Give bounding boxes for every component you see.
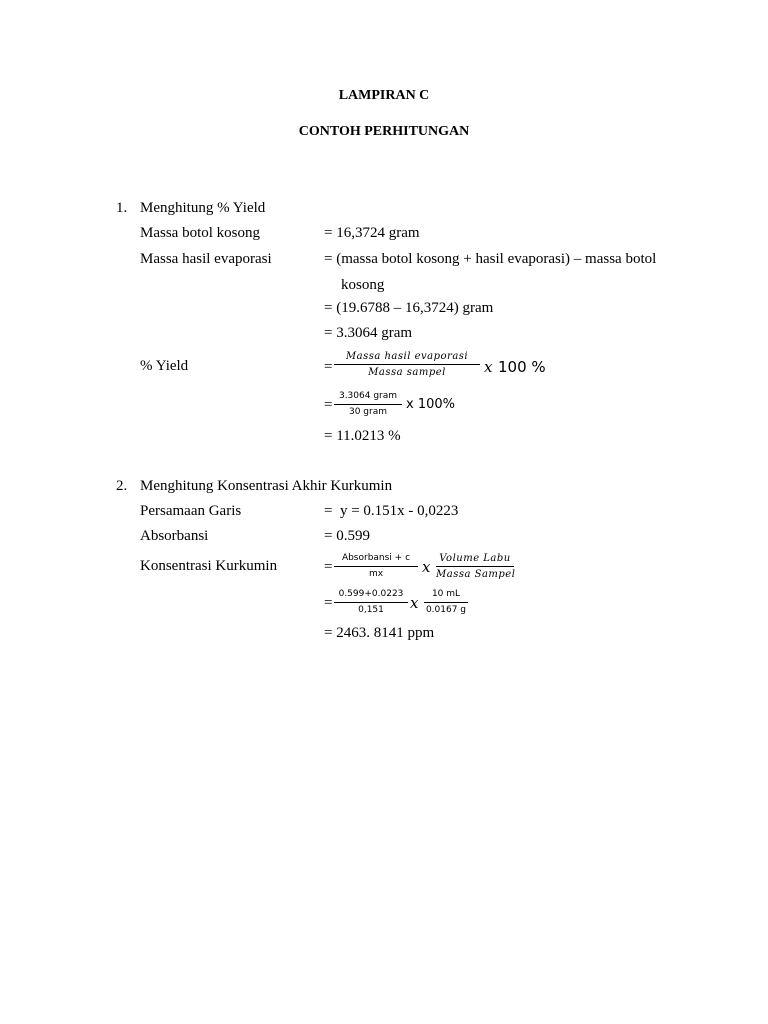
section2-number: 2. bbox=[116, 478, 128, 494]
konsentrasi-substitution-numerator-1: 0.599+0.0223 bbox=[338, 589, 404, 599]
konsentrasi-label: Konsentrasi Kurkumin bbox=[140, 558, 278, 574]
yield-formula-fraction bbox=[334, 350, 480, 379]
fraction-bar bbox=[436, 566, 514, 567]
konsentrasi-substitution-numerator-2: 10 mL bbox=[431, 589, 461, 599]
row-label-massa-hasil-evaporasi: Massa hasil evaporasi bbox=[140, 251, 272, 267]
konsentrasi-sub-equals: = bbox=[324, 595, 333, 611]
yield-substitution-denominator: 30 gram bbox=[348, 407, 387, 417]
row-label-massa-botol-kosong: Massa botol kosong bbox=[140, 225, 260, 241]
fraction-bar bbox=[424, 602, 468, 603]
row-value-continuation: kosong bbox=[341, 277, 385, 293]
yield-formula-times: x bbox=[484, 358, 493, 376]
yield-formula-percent: 100 % bbox=[498, 358, 546, 376]
yield-equals: = bbox=[324, 359, 333, 375]
fraction-bar bbox=[334, 602, 408, 603]
konsentrasi-numerator-1: Absorbansi + c bbox=[341, 553, 411, 563]
fraction-bar bbox=[334, 364, 480, 365]
konsentrasi-denominator-2: Massa Sampel bbox=[436, 569, 516, 580]
konsentrasi-substitution-denominator-2: 0.0167 g bbox=[425, 605, 467, 615]
yield-substitution-numerator: 3.3064 gram bbox=[338, 391, 398, 401]
fraction-bar bbox=[334, 404, 402, 405]
row-value-evaporation-mass: = 3.3064 gram bbox=[324, 325, 413, 341]
yield-formula-numerator: Massa hasil evaporasi bbox=[345, 351, 469, 362]
konsentrasi-denominator-1: mx bbox=[368, 569, 384, 579]
row-label-persamaan-garis: Persamaan Garis bbox=[140, 503, 242, 519]
konsentrasi-numerator-2: Volume Labu bbox=[439, 553, 511, 564]
page-subtitle: CONTOH PERHITUNGAN bbox=[298, 124, 470, 139]
row-value-absorbansi: = 0.599 bbox=[324, 528, 370, 544]
row-label-absorbansi: Absorbansi bbox=[140, 528, 209, 544]
konsentrasi-substitution-denominator-1: 0,151 bbox=[358, 605, 384, 615]
yield-sub-equals: = bbox=[324, 397, 333, 413]
row-value-massa-hasil-evaporasi: = (massa botol kosong + hasil evaporasi) – massa botol bbox=[324, 251, 657, 267]
konsentrasi-substitution-times: x bbox=[410, 594, 419, 612]
row-value-persamaan-garis: = y = 0.151x - 0,0223 bbox=[324, 503, 459, 519]
yield-formula-denominator: Massa sampel bbox=[368, 367, 446, 378]
konsentrasi-substitution-fraction-1 bbox=[334, 588, 408, 617]
yield-label: % Yield bbox=[140, 358, 189, 374]
yield-result: = 11.0213 % bbox=[324, 428, 401, 444]
row-value-subtraction: = (19.6788 – 16,3724) gram bbox=[324, 300, 494, 316]
page-title: LAMPIRAN C bbox=[338, 88, 430, 103]
row-value-massa-botol-kosong: = 16,3724 gram bbox=[324, 225, 420, 241]
yield-substitution-fraction bbox=[334, 390, 402, 419]
yield-substitution-times: x 100% bbox=[406, 397, 455, 412]
konsentrasi-substitution-fraction-2 bbox=[424, 588, 468, 617]
konsentrasi-fraction-1 bbox=[334, 552, 418, 581]
section1-number: 1. bbox=[116, 200, 128, 216]
section2-heading: Menghitung Konsentrasi Akhir Kurkumin bbox=[140, 478, 393, 494]
konsentrasi-equals: = bbox=[324, 559, 333, 575]
section1-heading: Menghitung % Yield bbox=[140, 200, 266, 216]
konsentrasi-times: x bbox=[422, 558, 431, 576]
fraction-bar bbox=[334, 566, 418, 567]
konsentrasi-fraction-2 bbox=[436, 552, 514, 581]
konsentrasi-result: = 2463. 8141 ppm bbox=[324, 625, 435, 641]
